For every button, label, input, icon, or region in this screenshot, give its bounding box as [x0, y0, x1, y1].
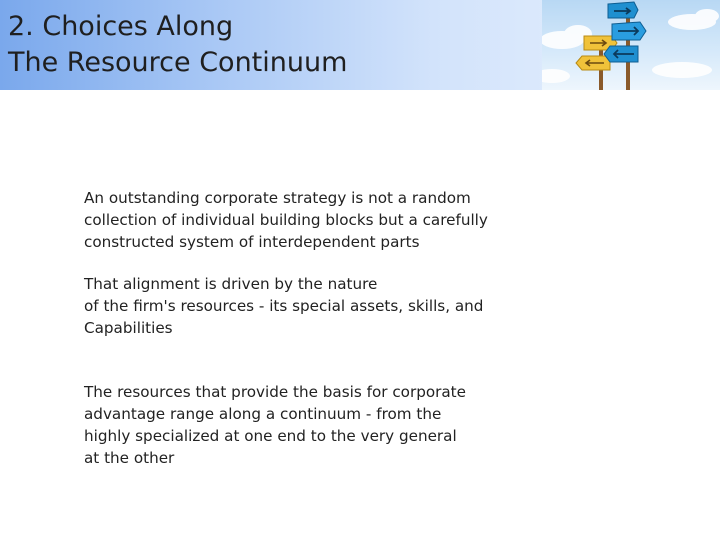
paragraph-line: highly specialized at one end to the very general	[84, 427, 457, 445]
slide-title-line-1: 2. Choices Along	[8, 11, 234, 42]
paragraph-line: collection of individual building blocks but a carefully	[84, 211, 488, 229]
paragraph-line: The resources that provide the basis for corporate	[84, 383, 466, 401]
header-image	[542, 0, 720, 90]
paragraph-line: constructed system of interdependent parts	[84, 233, 420, 251]
direction-signpost-icon	[542, 0, 720, 90]
paragraph-line: An outstanding corporate strategy is not a random	[84, 189, 471, 207]
slide-title	[8, 9, 528, 81]
paragraph-strategy-system	[84, 187, 534, 253]
paragraph-line: Capabilities	[84, 319, 173, 337]
paragraph-resource-continuum	[84, 381, 534, 469]
paragraph-line: advantage range along a continuum - from the	[84, 405, 442, 423]
paragraph-line: That alignment is driven by the nature	[84, 275, 378, 293]
paragraph-line: at the other	[84, 449, 175, 467]
paragraph-line: of the firm's resources - its special assets, skills, and	[84, 297, 484, 315]
paragraph-alignment-resources	[84, 273, 534, 339]
slide-title-line-2: The Resource Continuum	[8, 47, 348, 78]
